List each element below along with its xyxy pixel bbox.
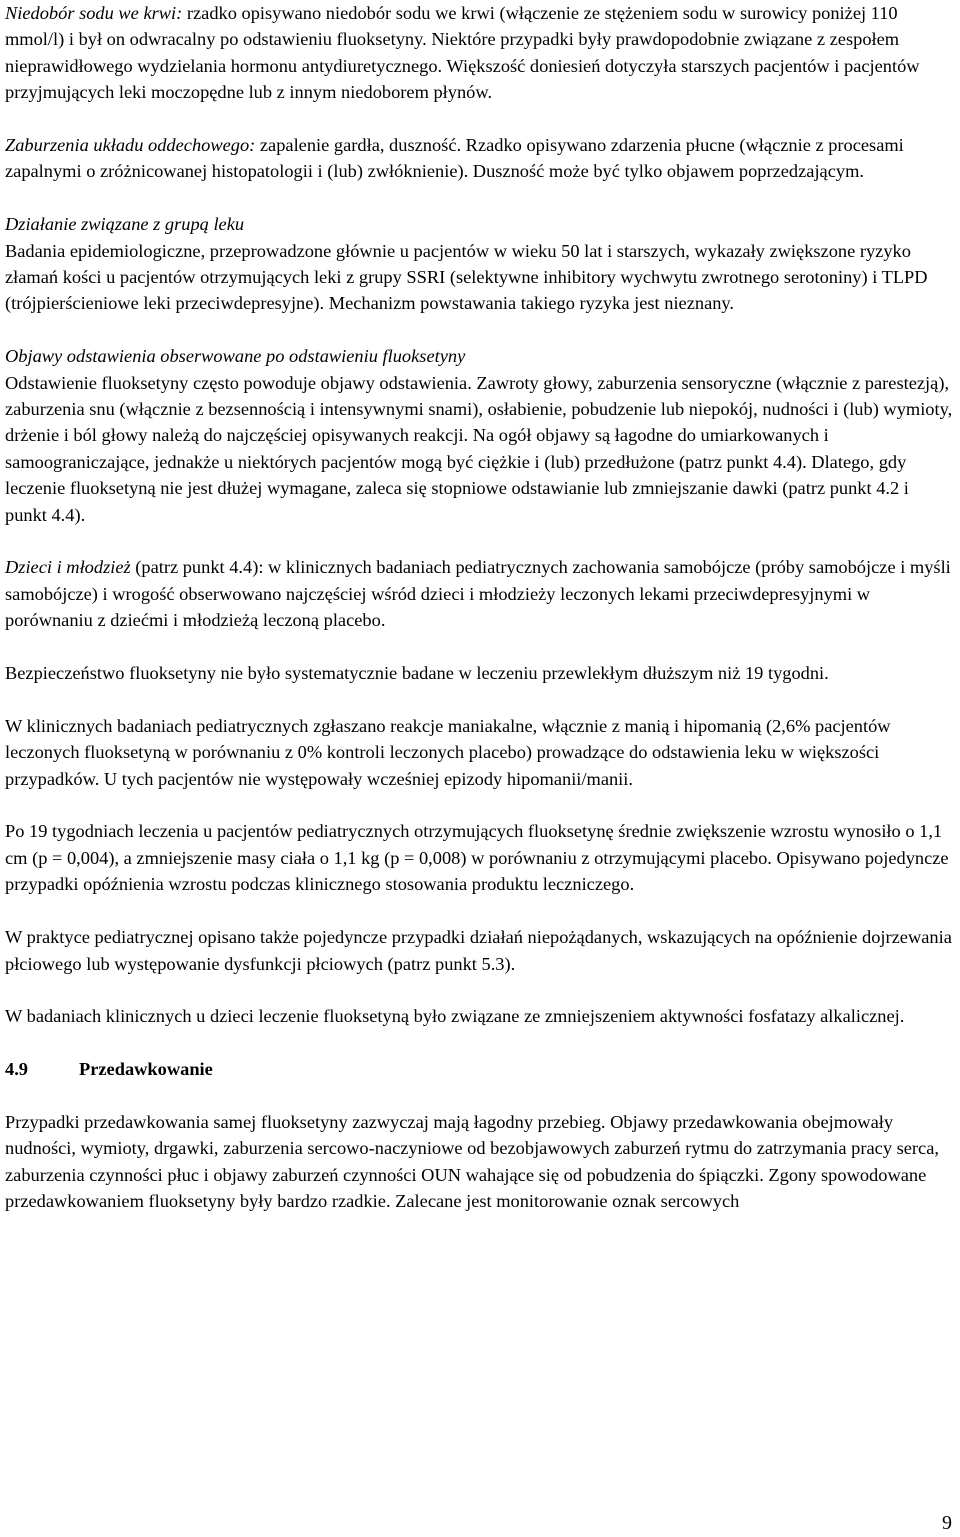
paragraph-text: zapalenie gardła, duszność. Rzadko opisywano zdarzenia płucne (włącznie z procesami zapalnymi o zróżnicowanej histopatologii i (lub) zwłóknienie). Duszność może być tylko objawem poprzedzającym. — [5, 135, 904, 182]
paragraph-overdose: Przypadki przedawkowania samej fluoksetyny zazwyczaj mają łagodny przebieg. Objawy przedawkowania obejmowały nudności, wymioty, drgawki, zaburzenia sercowo-naczyniowe od bezobjawowych zaburzeń rytmu do zatrzymania pracy serca, zaburzenia czynności płuc i objawy zaburzeń czynności OUN wahające się od pobudzenia do śpiączki. Zgony spowodowane przedawkowaniem fluoksetyny były bardzo rzadkie. Zalecane jest monitorowanie oznak sercowych — [5, 1111, 939, 1212]
spacer — [5, 185, 955, 211]
paragraph-respiratory — [5, 132, 955, 185]
spacer — [5, 977, 955, 1003]
paragraph-hyponatremia — [5, 0, 955, 106]
paragraph-text: (patrz punkt 4.4): w klinicznych badaniach pediatrycznych zachowania samobójcze (próby samobójcze i myśli samobójcze) i wrogość obserwowano najczęściej wśród dzieci i młodzieży leczonych lekami przeciwdepresyjnymi w porównaniu z dziećmi i młodzieżą leczoną placebo. — [5, 557, 951, 631]
spacer — [5, 317, 955, 343]
subheading-withdrawal: Objawy odstawienia obserwowane po odstawieniu fluoksetyny — [5, 346, 466, 367]
paragraph-manic-reactions: W klinicznych badaniach pediatrycznych zgłaszano reakcje maniakalne, włącznie z manią i hipomanią (2,6% pacjentów leczonych fluoksetyną w porównaniu z 0% kontroli leczonych placebo) prowadzące do odstawienia leku w większości przypadków. U tych pacjentów nie występowały wcześniej epizody hipomanii/manii. — [5, 715, 891, 789]
section-heading — [5, 1056, 955, 1082]
paragraph-label: Zaburzenia układu oddechowego: — [5, 135, 256, 156]
paragraph-label: Niedobór sodu we krwi: — [5, 3, 183, 23]
paragraph-long-term-safety: Bezpieczeństwo fluoksetyny nie było systematycznie badane w leczeniu przewlekłym dłuższym niż 19 tygodni. — [5, 663, 829, 684]
section-number: 4.9 — [5, 1059, 28, 1080]
paragraph-growth: Po 19 tygodniach leczenia u pacjentów pediatrycznych otrzymujących fluoksetynę średnie zwiększenie wzrostu wynosiło o 1,1 cm (p = 0,004), a zmniejszenie masy ciała o 1,1 kg (p = 0,008) w porównaniu z otrzymującymi placebo. Opisywano pojedyncze przypadki opóźnienia wzrostu podczas klinicznego stosowania produktu leczniczego. — [5, 821, 949, 895]
subheading-class-effect: Działanie związane z grupą leku — [5, 214, 245, 235]
paragraph-alkaline-phosphatase: W badaniach klinicznych u dzieci leczenie fluoksetyną było związane ze zmniejszeniem aktywności fosfatazy alkalicznej. — [5, 1006, 905, 1027]
paragraph-children — [5, 554, 955, 633]
spacer — [5, 106, 955, 132]
paragraph-sexual-maturation: W praktyce pediatrycznej opisano także pojedyncze przypadki działań niepożądanych, wskazujących na opóźnienie dojrzewania płciowego lub występowanie dysfunkcji płciowych (patrz punkt 5.3). — [5, 927, 952, 974]
paragraph-class-effect: Badania epidemiologiczne, przeprowadzone głównie u pacjentów w wieku 50 lat i starszych, wykazały zwiększone ryzyko złamań kości u pacjentów otrzymujących leki z grupy SSRI (selektywne inhibitory wychwytu zwrotnego serotoniny) i TLPD (trójpierścieniowe leki przeciwdepresyjne). Mechanizm powstawania takiego ryzyka jest nieznany. — [5, 240, 928, 314]
document-page — [5, 0, 955, 1215]
spacer — [5, 792, 955, 818]
spacer — [5, 686, 955, 712]
section-title: Przedawkowanie — [79, 1059, 213, 1080]
spacer — [5, 898, 955, 924]
spacer — [5, 528, 955, 554]
paragraph-label: Dzieci i młodzież — [5, 557, 131, 578]
spacer — [5, 1083, 955, 1109]
paragraph-text: rzadko opisywano niedobór sodu we krwi (włączenie ze stężeniem sodu w surowicy poniżej 110 mmol/l) i był on odwracalny po odstawieniu fluoksetyny. Niektóre przypadki były prawdopodobnie związane z zespołem nieprawidłowego wydzielania hormonu antydiuretycznego. Większość doniesień dotyczyła starszych pacjentów i pacjentów przyjmujących leki moczopędne lub z innym niedoborem płynów. — [5, 3, 920, 103]
paragraph-withdrawal: Odstawienie fluoksetyny często powoduje objawy odstawienia. Zawroty głowy, zaburzenia sensoryczne (włącznie z parestezją), zaburzenia snu (włącznie z bezsennością i intensywnymi snami), osłabienie, pobudzenie lub niepokój, nudności i (lub) wymioty, drżenie i ból głowy należą do najczęściej opisywanych reakcji. Na ogół objawy są łagodne do umiarkowanych i samoograniczające, jednakże u niektórych pacjentów mogą być ciężkie i (lub) przedłużone (patrz punkt 4.4). Dlatego, gdy leczenie fluoksetyną nie jest dłużej wymagane, zaleca się stopniowe odstawianie lub zmniejszanie dawki (patrz punkt 4.2 i punkt 4.4). — [5, 372, 953, 525]
page-number: 9 — [942, 1512, 952, 1534]
spacer — [5, 1030, 955, 1056]
spacer — [5, 634, 955, 660]
